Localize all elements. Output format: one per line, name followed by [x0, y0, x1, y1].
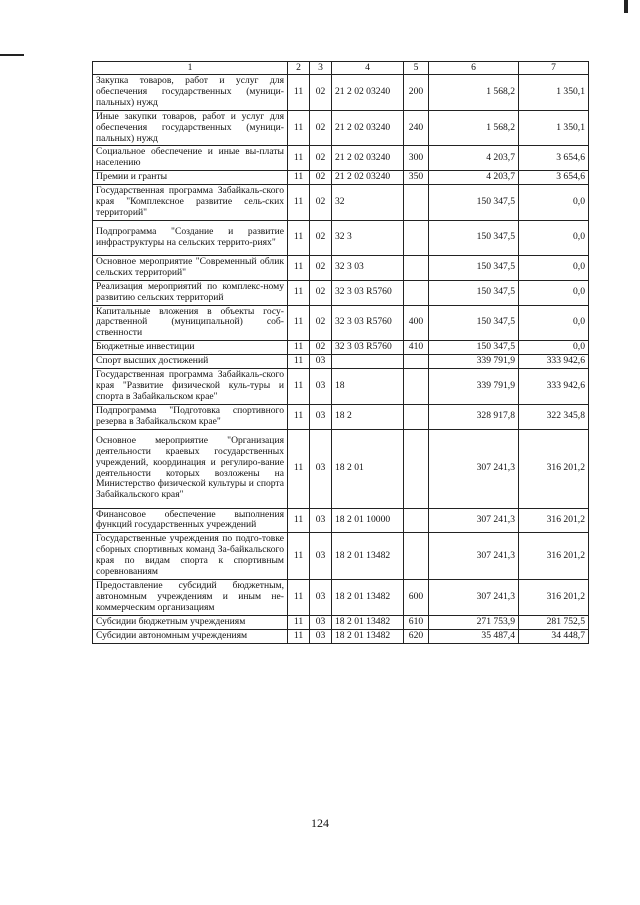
- expense-type-code: 600: [404, 580, 429, 616]
- amount-year-2: 0,0: [519, 220, 589, 255]
- section-code: 11: [288, 75, 310, 111]
- table-row: [93, 305, 589, 341]
- amount-year-2: 3 654,6: [519, 171, 589, 185]
- target-article-code: 21 2 02 03240: [332, 110, 404, 146]
- expense-type-code: 200: [404, 75, 429, 111]
- expense-type-code: [404, 355, 429, 369]
- subsection-code: 02: [310, 110, 332, 146]
- target-article-code: 18 2 01 13482: [332, 580, 404, 616]
- target-article-code: 18: [332, 369, 404, 405]
- table-row: [93, 615, 589, 629]
- table-row: [93, 508, 589, 533]
- expense-type-code: 240: [404, 110, 429, 146]
- column-header: 3: [310, 62, 332, 75]
- amount-year-1: 328 917,8: [429, 404, 519, 429]
- amount-year-2: 1 350,1: [519, 110, 589, 146]
- table-row: [93, 404, 589, 429]
- column-header: 4: [332, 62, 404, 75]
- row-name: Закупка товаров, работ и услуг для обеспечения государственных (муници-пальных) нужд: [93, 75, 288, 111]
- amount-year-1: 339 791,9: [429, 369, 519, 405]
- subsection-code: 03: [310, 533, 332, 580]
- target-article-code: 32: [332, 185, 404, 221]
- section-code: 11: [288, 255, 310, 280]
- expense-type-code: [404, 280, 429, 305]
- row-name: Финансовое обеспечение выполнения функций государственных учреждений: [93, 508, 288, 533]
- amount-year-2: 333 942,6: [519, 355, 589, 369]
- section-code: 11: [288, 280, 310, 305]
- amount-year-1: 150 347,5: [429, 280, 519, 305]
- amount-year-2: 316 201,2: [519, 533, 589, 580]
- amount-year-2: 34 448,7: [519, 629, 589, 643]
- row-name: Основное мероприятие "Современный облик сельских территорий": [93, 255, 288, 280]
- expense-type-code: [404, 508, 429, 533]
- expense-type-code: [404, 429, 429, 508]
- section-code: 11: [288, 341, 310, 355]
- amount-year-1: 307 241,3: [429, 429, 519, 508]
- row-name: Премии и гранты: [93, 171, 288, 185]
- expense-type-code: 620: [404, 629, 429, 643]
- target-article-code: 32 3 03 R5760: [332, 305, 404, 341]
- target-article-code: 21 2 02 03240: [332, 146, 404, 171]
- row-name: Субсидии бюджетным учреждениям: [93, 615, 288, 629]
- amount-year-1: 307 241,3: [429, 533, 519, 580]
- table-row: [93, 341, 589, 355]
- section-code: 11: [288, 220, 310, 255]
- section-code: 11: [288, 369, 310, 405]
- expense-type-code: [404, 533, 429, 580]
- table-row: [93, 171, 589, 185]
- amount-year-1: 339 791,9: [429, 355, 519, 369]
- section-code: 11: [288, 429, 310, 508]
- subsection-code: 02: [310, 341, 332, 355]
- section-code: 11: [288, 629, 310, 643]
- section-code: 11: [288, 185, 310, 221]
- row-name: Реализация мероприятий по комплекс-ному развитию сельских территорий: [93, 280, 288, 305]
- table-row: [93, 429, 589, 508]
- target-article-code: 21 2 02 03240: [332, 75, 404, 111]
- target-article-code: 32 3 03 R5760: [332, 280, 404, 305]
- subsection-code: 03: [310, 355, 332, 369]
- subsection-code: 03: [310, 404, 332, 429]
- row-name: Государственные учреждения по подго-товке сборных спортивных команд За-байкальского края по видам спорта к спортивным соревнованиям: [93, 533, 288, 580]
- table-row: [93, 75, 589, 111]
- table-row: [93, 369, 589, 405]
- amount-year-1: 271 753,9: [429, 615, 519, 629]
- target-article-code: 18 2 01 13482: [332, 533, 404, 580]
- amount-year-1: 1 568,2: [429, 75, 519, 111]
- subsection-code: 02: [310, 255, 332, 280]
- expense-type-code: 610: [404, 615, 429, 629]
- section-code: 11: [288, 110, 310, 146]
- table-row: [93, 146, 589, 171]
- amount-year-1: 150 347,5: [429, 220, 519, 255]
- target-article-code: 18 2 01 10000: [332, 508, 404, 533]
- subsection-code: 03: [310, 369, 332, 405]
- row-name: Иные закупки товаров, работ и услуг для обеспечения государственных (муници-пальных) нужд: [93, 110, 288, 146]
- row-name: Основное мероприятие "Организация деятельности краевых государственных учреждений, координация и регулиро-вание деятельности которых возложены на Министерство физической культуры и спорта Забайкальского края": [93, 429, 288, 508]
- row-name: Подпрограмма "Подготовка спортивного резерва в Забайкальском крае": [93, 404, 288, 429]
- target-article-code: 32 3: [332, 220, 404, 255]
- amount-year-2: 322 345,8: [519, 404, 589, 429]
- amount-year-2: 1 350,1: [519, 75, 589, 111]
- column-header: 6: [429, 62, 519, 75]
- budget-table: [92, 61, 589, 644]
- subsection-code: 02: [310, 305, 332, 341]
- subsection-code: 03: [310, 580, 332, 616]
- table-row: [93, 220, 589, 255]
- section-code: 11: [288, 615, 310, 629]
- amount-year-1: 4 203,7: [429, 171, 519, 185]
- target-article-code: 32 3 03 R5760: [332, 341, 404, 355]
- target-article-code: 18 2 01 13482: [332, 615, 404, 629]
- amount-year-1: 4 203,7: [429, 146, 519, 171]
- row-name: Бюджетные инвестиции: [93, 341, 288, 355]
- row-name: Субсидии автономным учреждениям: [93, 629, 288, 643]
- expense-type-code: [404, 185, 429, 221]
- section-code: 11: [288, 171, 310, 185]
- section-code: 11: [288, 508, 310, 533]
- expense-type-code: [404, 220, 429, 255]
- amount-year-2: 0,0: [519, 280, 589, 305]
- amount-year-2: 333 942,6: [519, 369, 589, 405]
- amount-year-1: 150 347,5: [429, 341, 519, 355]
- table-row: [93, 185, 589, 221]
- section-code: 11: [288, 404, 310, 429]
- amount-year-1: 1 568,2: [429, 110, 519, 146]
- amount-year-2: 0,0: [519, 305, 589, 341]
- subsection-code: 03: [310, 508, 332, 533]
- subsection-code: 02: [310, 171, 332, 185]
- amount-year-2: 316 201,2: [519, 508, 589, 533]
- table-row: [93, 533, 589, 580]
- table-row: [93, 629, 589, 643]
- page-number: 124: [311, 816, 329, 830]
- column-header: 5: [404, 62, 429, 75]
- amount-year-1: 150 347,5: [429, 185, 519, 221]
- subsection-code: 02: [310, 75, 332, 111]
- target-article-code: 32 3 03: [332, 255, 404, 280]
- column-header: 7: [519, 62, 589, 75]
- amount-year-2: 3 654,6: [519, 146, 589, 171]
- subsection-code: 02: [310, 280, 332, 305]
- subsection-code: 02: [310, 146, 332, 171]
- section-code: 11: [288, 146, 310, 171]
- amount-year-2: 0,0: [519, 185, 589, 221]
- amount-year-1: 35 487,4: [429, 629, 519, 643]
- scan-edge-mark-right: [624, 0, 628, 13]
- amount-year-1: 150 347,5: [429, 255, 519, 280]
- target-article-code: [332, 355, 404, 369]
- subsection-code: 03: [310, 629, 332, 643]
- amount-year-2: 0,0: [519, 255, 589, 280]
- expense-type-code: 410: [404, 341, 429, 355]
- amount-year-1: 307 241,3: [429, 508, 519, 533]
- table-row: [93, 280, 589, 305]
- amount-year-1: 150 347,5: [429, 305, 519, 341]
- target-article-code: 21 2 02 03240: [332, 171, 404, 185]
- subsection-code: 03: [310, 615, 332, 629]
- target-article-code: 18 2 01 13482: [332, 629, 404, 643]
- table-header-row: [93, 62, 589, 75]
- column-header: 1: [93, 62, 288, 75]
- target-article-code: 18 2: [332, 404, 404, 429]
- section-code: 11: [288, 355, 310, 369]
- row-name: Подпрограмма "Создание и развитие инфраструктуры на сельских террито-риях": [93, 220, 288, 255]
- subsection-code: 02: [310, 185, 332, 221]
- row-name: Государственная программа Забайкаль-ского края "Комплексное развитие сель-ских территорий": [93, 185, 288, 221]
- amount-year-2: 0,0: [519, 341, 589, 355]
- expense-type-code: 400: [404, 305, 429, 341]
- expense-type-code: 300: [404, 146, 429, 171]
- expense-type-code: [404, 255, 429, 280]
- row-name: Спорт высших достижений: [93, 355, 288, 369]
- table-row: [93, 355, 589, 369]
- column-header: 2: [288, 62, 310, 75]
- row-name: Капитальные вложения в объекты госу-дарственной (муниципальной) соб-ственности: [93, 305, 288, 341]
- scan-edge-mark-left: [0, 54, 24, 56]
- section-code: 11: [288, 580, 310, 616]
- section-code: 11: [288, 305, 310, 341]
- section-code: 11: [288, 533, 310, 580]
- row-name: Социальное обеспечение и иные вы-платы населению: [93, 146, 288, 171]
- expense-type-code: 350: [404, 171, 429, 185]
- subsection-code: 03: [310, 429, 332, 508]
- row-name: Государственная программа Забайкаль-ского края "Развитие физической куль-туры и спорта в Забайкальском крае": [93, 369, 288, 405]
- expense-type-code: [404, 404, 429, 429]
- subsection-code: 02: [310, 220, 332, 255]
- amount-year-1: 307 241,3: [429, 580, 519, 616]
- table-row: [93, 580, 589, 616]
- amount-year-2: 281 752,5: [519, 615, 589, 629]
- amount-year-2: 316 201,2: [519, 580, 589, 616]
- row-name: Предоставление субсидий бюджетным, автономным учреждениям и иным не-коммерческим организациям: [93, 580, 288, 616]
- target-article-code: 18 2 01: [332, 429, 404, 508]
- table-row: [93, 255, 589, 280]
- table-row: [93, 110, 589, 146]
- amount-year-2: 316 201,2: [519, 429, 589, 508]
- expense-type-code: [404, 369, 429, 405]
